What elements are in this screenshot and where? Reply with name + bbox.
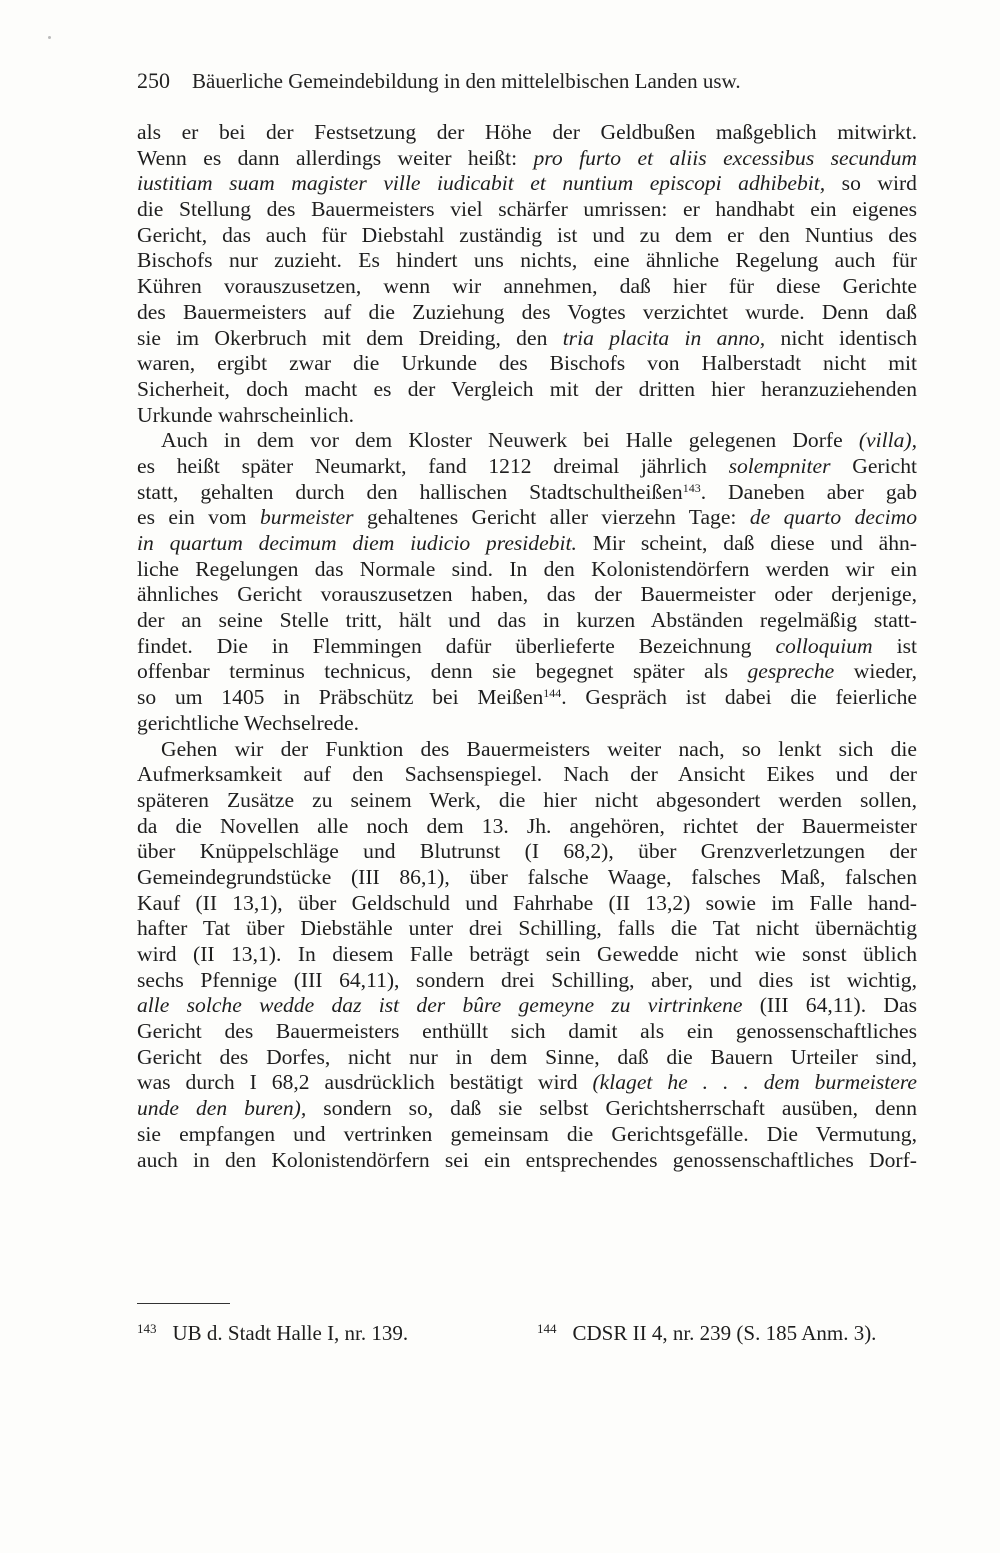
text-line: der an seine Stelle tritt, hält und das in kurzen Abständen regelmäßig statt- [137, 608, 917, 633]
text-line: es ein vom burmeister gehaltenes Gericht aller vierzehn Tage: de quarto decimo [137, 505, 917, 530]
footnote-text: UB d. Stadt Halle I, nr. 139. [172, 1321, 409, 1345]
text-line: späteren Zusätze zu seinem Werk, die hier nicht abgesondert werden sollen, [137, 787, 917, 812]
text-line: gerichtliche Wechselrede. [137, 710, 360, 735]
text-line: iustitiam suam magister ville iudicabit et nuntium episcopi adhibebit, so wird [137, 171, 917, 196]
text-line: als er bei der Festsetzung der Höhe der Geldbußen maßgeblich mitwirkt. [137, 120, 917, 144]
text-line: des Bauermeisters auf die Zuziehung des Vogtes verzichtet wurde. Denn daß [137, 299, 917, 324]
text-line: auch in den Kolonistendörfern sei ein entsprechendes genossenschaftliches Dorf- [137, 1147, 917, 1172]
text-line: Gericht des Bauermeisters enthüllt sich damit als ein genossenschaftliches [137, 1019, 917, 1044]
text-line: es heißt später Neumarkt, fand 1212 dreimal jährlich solempniter Gericht [137, 453, 917, 478]
text-line: Kühren vorauszusetzen, wenn wir annehmen, daß hier für diese Gerichte [137, 274, 917, 299]
text-line: sechs Pfennige (III 64,11), sondern drei Schilling, aber, und dies ist wichtig, [137, 967, 917, 992]
footnote-divider [137, 1303, 230, 1304]
footnote-ref: 144 [543, 686, 562, 701]
body-text [137, 120, 917, 1173]
running-title: Bäuerliche Gemeindebildung in den mittelelbischen Landen usw. [192, 69, 741, 93]
text-line: in quartum decimum diem iudicio presidebit. Mir scheint, daß diese und ähn- [137, 531, 917, 555]
text-line: Gehen wir der Funktion des Bauermeisters weiter nach, so lenkt sich die [161, 736, 917, 761]
running-header [137, 68, 741, 94]
text-line: Gericht des Dorfes, nicht nur in dem Sinne, daß die Bauern Urteiler sind, [137, 1044, 917, 1069]
text-line: über Knüppelschläge und Blutrunst (I 68,2), über Grenzverletzungen der [137, 839, 917, 864]
text-line: liche Regelungen das Normale sind. In den Kolonistendörfern werden wir ein [137, 556, 917, 581]
text-line: Gericht, das auch für Diebstahl zuständig ist und zu dem er den Nuntius des [137, 222, 917, 247]
text-line: Wenn es dann allerdings weiter heißt: pro furto et aliis excessibus secundum [137, 145, 917, 170]
text-line: Auch in dem vor dem Kloster Neuwerk bei Halle gelegenen Dorfe (villa), [161, 428, 917, 453]
text-line: sie empfangen und vertrinken gemeinsam die Gerichtsgefälle. Die Vermutung, [137, 1121, 917, 1146]
text-line: was durch I 68,2 ausdrücklich bestätigt wird (klaget he . . . dem burmeistere [137, 1070, 917, 1095]
text-line: alle solche wedde daz ist der bûre gemeyne zu virtrinkene (III 64,11). Das [137, 993, 917, 1018]
text-line: wird (II 13,1). In diesem Falle beträgt sein Gewedde nicht wie sonst üblich [137, 942, 917, 966]
text-line: ähnliches Gericht vorauszusetzen haben, das der Bauermeister oder derjenige, [137, 582, 917, 607]
text-line: da die Novellen alle noch dem 13. Jh. angehören, richtet der Bauermeister [137, 813, 917, 838]
text-line: Urkunde wahrscheinlich. [137, 402, 355, 427]
text-line: hafter Tat über Diebstähle unter drei Schilling, falls die Tat nicht übernächtig [137, 916, 917, 941]
text-line: waren, ergibt zwar die Urkunde des Bischofs von Halberstadt nicht mit [137, 351, 917, 376]
footnote-text: CDSR II 4, nr. 239 (S. 185 Anm. 3). [572, 1321, 877, 1345]
footnote-143 [137, 1321, 408, 1346]
text-line: Aufmerksamkeit auf den Sachsenspiegel. Nach der Ansicht Eikes und der [137, 762, 917, 787]
footnote-number: 144 [537, 1321, 557, 1336]
text-line: findet. Die in Flemmingen dafür überlieferte Bezeichnung colloquium ist [137, 633, 917, 658]
text-line: Gemeindegrundstücke (III 86,1), über falsche Waage, falsches Maß, falschen [137, 864, 917, 889]
text-line: offenbar terminus technicus, denn sie begegnet später als gespreche wieder, [137, 659, 918, 684]
footnote-144 [537, 1321, 876, 1346]
text-line: so um 1405 in Präbschütz bei Meißen$^{144}$. Gespräch ist dabei die feierliche [137, 685, 917, 710]
text-line: unde den buren), sondern so, daß sie selbst Gerichtsherrschaft ausüben, denn [137, 1096, 917, 1121]
text-line: Kauf (II 13,1), über Geldschuld und Fahrhabe (II 13,2) sowie im Falle hand- [137, 890, 917, 915]
text-line: Bischofs nur zuzieht. Es hindert uns nichts, eine ähnliche Regelung auch für [137, 248, 917, 273]
scan-speck [48, 36, 51, 39]
text-line: statt, gehalten durch den hallischen Stadtschultheißen$^{143}$. Daneben aber gab [137, 479, 918, 504]
text-line: Sicherheit, doch macht es der Vergleich mit der dritten hier heranzuziehenden [137, 376, 917, 401]
text-line: die Stellung des Bauermeisters viel schärfer umrissen: er handhabt ein eigenes [137, 197, 917, 222]
text-line: sie im Okerbruch mit dem Dreiding, den tria placita in anno, nicht identisch [137, 325, 918, 350]
page-number: 250 [137, 68, 170, 93]
footnote-number: 143 [137, 1321, 157, 1336]
footnote-ref: 143 [682, 480, 701, 495]
